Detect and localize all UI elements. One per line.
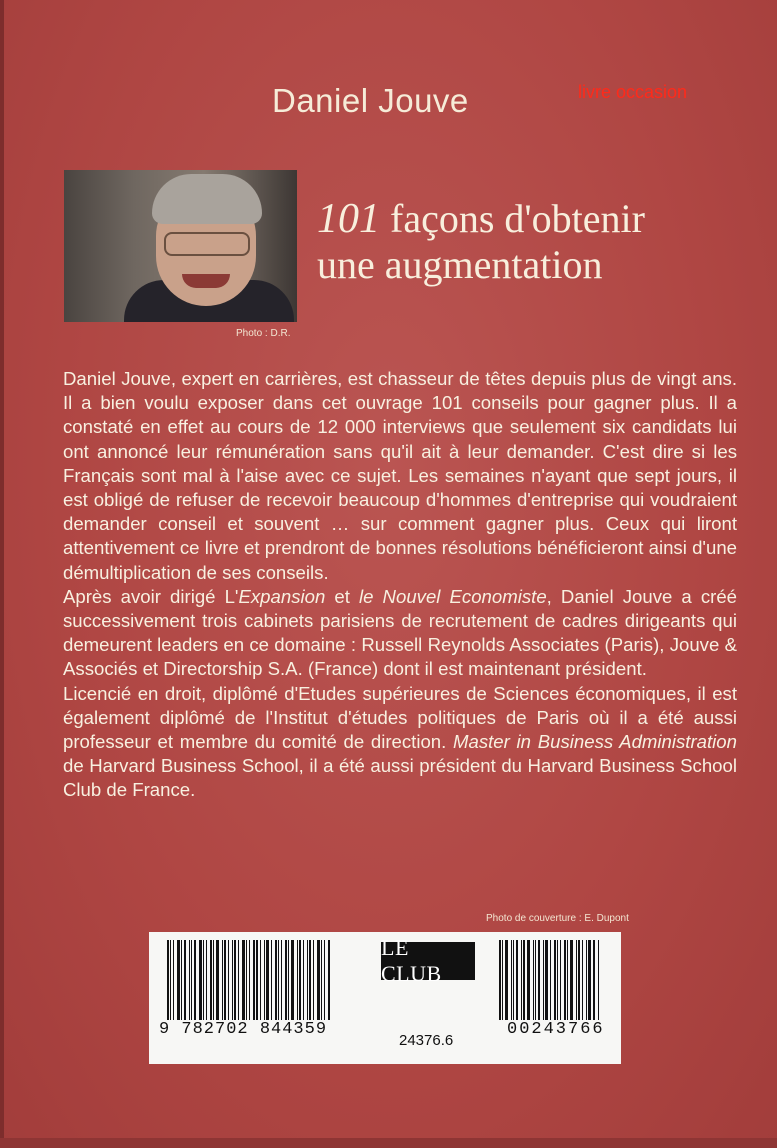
blurb-paragraph-3: Licencié en droit, diplômé d'Etudes supérieures de Sciences économiques, il est également diplômé de l'Institut d'études politiques de Paris où il a été aussi professeur et membre du comité de direction. Master in Business Administration de Harvard Business School, il a été aussi président du Harvard Business School Club de France. — [63, 682, 737, 801]
author-name: Daniel Jouve — [272, 82, 469, 119]
product-barcode — [499, 940, 600, 1020]
used-book-label: livre occasion — [578, 82, 688, 102]
product-code: 00243766 — [507, 1020, 605, 1039]
reference-number: 24376.6 — [399, 1032, 454, 1049]
cover-edge-left — [0, 0, 4, 1148]
publisher-logo: LE CLUB — [381, 942, 475, 980]
photo-credit: Photo : D.R. — [236, 328, 291, 339]
barcode-panel — [149, 932, 621, 1064]
title-line1: façons d'obtenir — [390, 196, 645, 241]
cover-photo-credit: Photo de couverture : E. Dupont — [486, 913, 629, 924]
blurb-paragraph-2: Après avoir dirigé L'Expansion et le Nouvel Economiste, Daniel Jouve a créé successivement trois cabinets parisiens de recrutement de cadres dirigeants qui demeurent leaders en ce domaine : Russell Reynolds Associates (Paris), Jouve & Associés et Directorship S.A. (France) dont il est maintenant président. — [63, 585, 738, 680]
cover-edge-bottom — [0, 1138, 777, 1148]
blurb — [63, 367, 737, 803]
book-title — [317, 196, 645, 288]
blurb-paragraph-1: Daniel Jouve, expert en carrières, est chasseur de têtes depuis plus de vingt ans. Il a bien voulu exposer dans cet ouvrage 101 conseils pour gagner plus. Il a constaté en effet au cours de 12 000 interviews que seulement six candidats lui ont annoncé leur rémunération sans qu'il ait à leur demander. C'est dire si les Français sont mal à l'aise avec ce sujet. Les semaines n'ayant que sept jours, il est obligé de refuser de recevoir beaucoup d'hommes d'entreprise qui voudraient demander conseil et souvent … sur comment gagner plus. Ceux qui liront attentivement ce livre et prendront de bonnes résolutions bénéficieront ainsi d'une démultiplication de ses conseils. — [63, 368, 737, 583]
title-line2: une augmentation — [317, 242, 603, 287]
isbn-barcode — [167, 940, 331, 1020]
title-number: 101 — [317, 196, 380, 242]
isbn-number: 9 782702 844359 — [159, 1020, 328, 1039]
author-photo — [64, 170, 297, 322]
